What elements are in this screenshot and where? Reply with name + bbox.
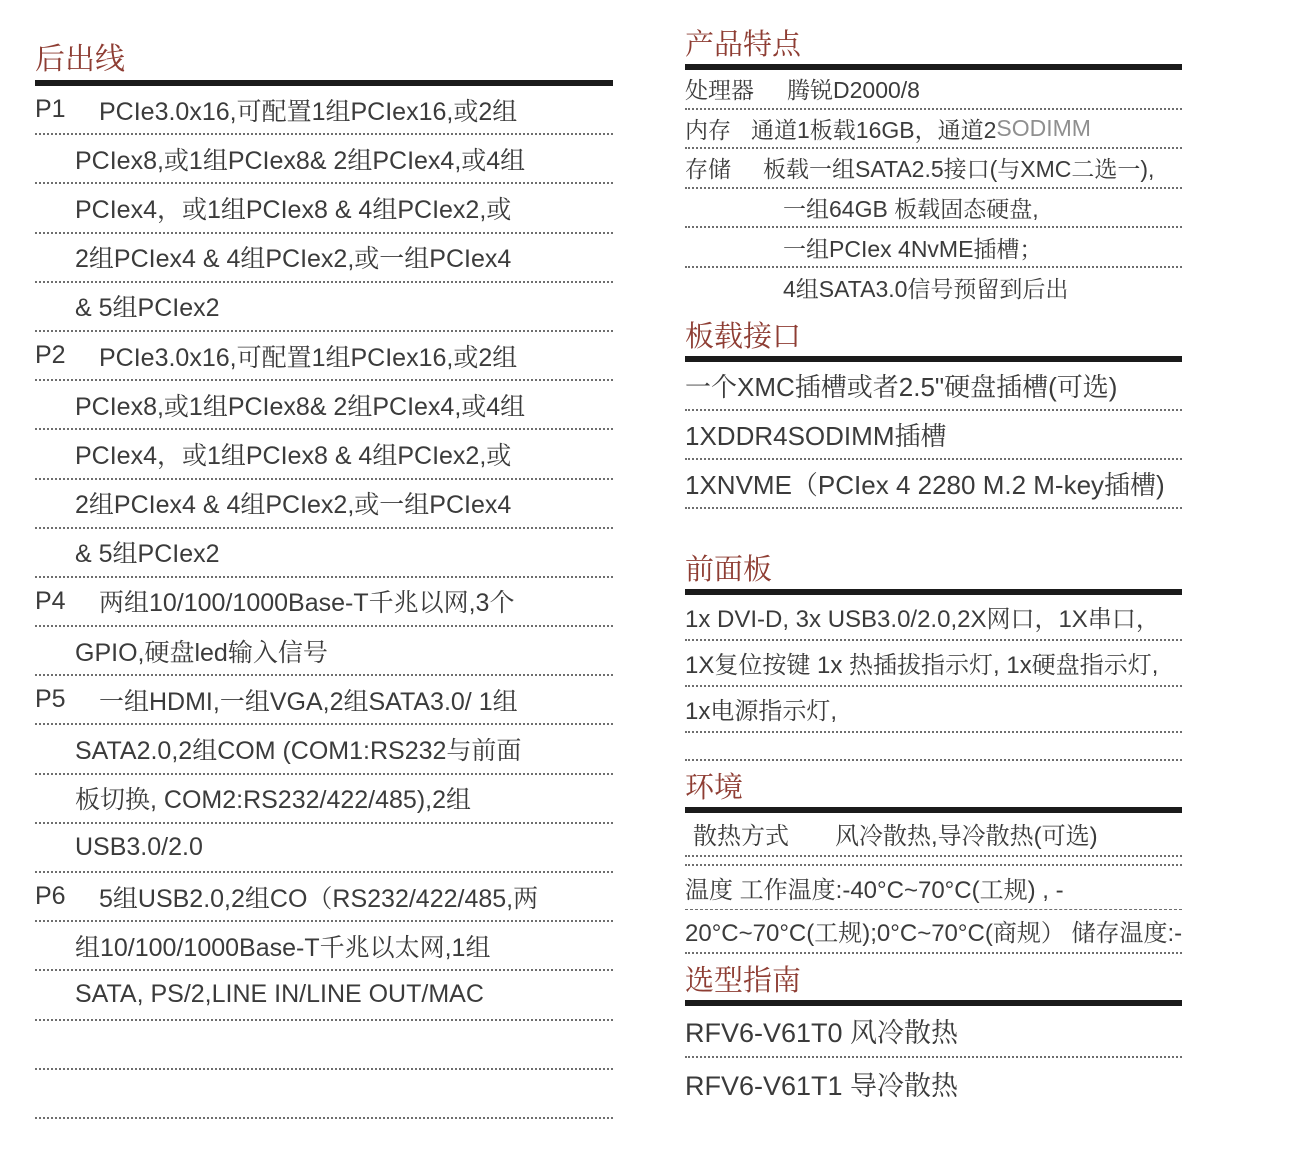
spec-text: & 5组PCIex2 — [75, 540, 220, 569]
spec-line — [35, 283, 613, 332]
section-title-rear-io: 后出线 — [35, 43, 125, 76]
spec-line — [35, 135, 613, 184]
spec-text: 2组PCIex4 & 4组PCIex2,或一组PCIex4 — [75, 245, 512, 274]
spec-text: 两组10/100/1000Base-T千兆以网,3个 — [99, 589, 515, 618]
spec-row — [685, 228, 1182, 268]
spec-text: 板切换, COM2:RS232/422/485),2组 — [75, 786, 471, 815]
spec-row — [685, 641, 1182, 687]
spec-value: 板载一组SATA2.5接口(与XMC二选一), — [763, 156, 1155, 183]
spec-line — [35, 86, 613, 135]
spec-line — [35, 578, 613, 627]
spec-row — [685, 411, 1182, 460]
spec-text: PCIex4，或1组PCIex8 & 4组PCIex2,或 — [75, 195, 512, 224]
spec-text: USB3.0/2.0 — [75, 832, 203, 861]
spec-row — [685, 813, 1182, 857]
spec-value: RFV6-V61T1 导冷散热 — [685, 1071, 959, 1102]
spec-row — [685, 110, 1182, 150]
spec-text: GPIO,硬盘led输入信号 — [75, 638, 328, 667]
spec-value: 1x电源指示灯, — [685, 698, 838, 726]
port-marker: P5 — [35, 685, 66, 714]
spec-value: 20°C~70°C(工规);0°C~70°C(商规） 储存温度:- — [685, 920, 1183, 948]
spec-text: PCIex8,或1组PCIex8& 2组PCIex4,或4组 — [75, 146, 526, 175]
spec-line — [35, 529, 613, 578]
spec-line — [35, 824, 613, 873]
spec-row — [685, 149, 1182, 189]
spec-row — [685, 268, 1182, 308]
spec-line — [35, 922, 613, 971]
spec-line — [35, 775, 613, 824]
spec-row — [685, 1058, 1182, 1110]
spec-text: SATA, PS/2,LINE IN/LINE OUT/MAC — [75, 980, 484, 1009]
section-environment — [685, 769, 1182, 954]
port-marker: P1 — [35, 95, 66, 124]
empty-ruled-line — [685, 857, 1182, 866]
port-marker: P2 — [35, 341, 66, 370]
spec-row — [685, 866, 1182, 910]
spec-label: 散热方式 — [693, 823, 789, 851]
spec-text: & 5组PCIex2 — [75, 294, 220, 323]
spec-line — [35, 971, 613, 1020]
empty-ruled-line — [35, 1021, 613, 1070]
spec-row — [685, 910, 1182, 954]
spec-row — [685, 1006, 1182, 1058]
spec-label: 处理器 — [685, 77, 754, 104]
spec-text: 5组USB2.0,2组CO（RS232/422/485,两 — [99, 884, 539, 913]
section-title-selection-guide: 选型指南 — [685, 964, 802, 997]
spec-value: 1X复位按键 1x 热插拔指示灯, 1x硬盘指示灯, — [685, 652, 1159, 680]
spec-value: 1XNVME（PCIex 4 2280 M.2 M-key插槽) — [685, 469, 1165, 500]
spec-value: 温度 工作温度:-40°C~70°C(工规) , - — [685, 876, 1064, 904]
spec-row — [685, 70, 1182, 110]
section-onboard-interfaces — [685, 318, 1182, 509]
spec-text: PCIex4，或1组PCIex8 & 4组PCIex2,或 — [75, 441, 512, 470]
spec-line — [35, 873, 613, 922]
section-title-front-panel: 前面板 — [685, 553, 773, 586]
spec-row — [685, 189, 1182, 229]
spec-text: SATA2.0,2组COM (COM1:RS232与前面 — [75, 737, 522, 766]
port-marker: P6 — [35, 882, 66, 911]
spec-label: 内存 — [685, 116, 731, 143]
spec-row — [685, 362, 1182, 411]
spec-line — [35, 725, 613, 774]
section-rear-io — [35, 40, 613, 1119]
spec-value: 4组SATA3.0信号预留到后出 — [783, 276, 1069, 303]
spec-line — [35, 332, 613, 381]
spec-text: PCIe3.0x16,可配置1组PCIex16,或2组 — [99, 343, 518, 372]
spec-text: 组10/100/1000Base-T千兆以太网,1组 — [75, 933, 491, 962]
spec-value: 风冷散热,导冷散热(可选) — [835, 823, 1098, 851]
section-title-onboard-interfaces: 板载接口 — [685, 320, 802, 353]
port-marker: P4 — [35, 586, 66, 615]
spec-line — [35, 430, 613, 479]
section-selection-guide — [685, 962, 1182, 1110]
spec-text: PCIex8,或1组PCIex8& 2组PCIex4,或4组 — [75, 392, 526, 421]
right-column — [685, 26, 1182, 1110]
section-product-features — [685, 26, 1182, 308]
empty-ruled-line — [35, 1070, 613, 1119]
section-front-panel — [685, 551, 1182, 761]
spec-label: 存储 — [685, 156, 731, 183]
spec-value: 腾锐D2000/8 — [787, 77, 920, 104]
spec-line — [35, 381, 613, 430]
spec-value-muted: SODIMM — [996, 114, 1091, 141]
spec-value: RFV6-V61T0 风冷散热 — [685, 1018, 959, 1049]
spec-text: 2组PCIex4 & 4组PCIex2,或一组PCIex4 — [75, 491, 512, 520]
spec-value: 1XDDR4SODIMM插槽 — [685, 420, 947, 451]
section-title-environment: 环境 — [685, 771, 744, 804]
spec-value: 1x DVI-D, 3x USB3.0/2.0,2X网口，1X串口， — [685, 606, 1160, 634]
spec-text: 一组HDMI,一组VGA,2组SATA3.0/ 1组 — [99, 687, 518, 716]
spec-value: 一组64GB 板载固态硬盘, — [783, 196, 1039, 223]
spec-row — [685, 595, 1182, 641]
spec-value: 通道1板载16GB，通道2 — [751, 116, 997, 143]
spec-row — [685, 460, 1182, 509]
spec-row — [685, 687, 1182, 733]
spec-text: PCIe3.0x16,可配置1组PCIex16,或2组 — [99, 97, 518, 126]
section-title-product-features: 产品特点 — [685, 29, 802, 61]
empty-ruled-line — [685, 733, 1182, 761]
spec-value: 一个XMC插槽或者2.5"硬盘插槽(可选) — [685, 371, 1118, 402]
spec-value: 一组PCIex 4NvME插槽； — [783, 235, 1043, 262]
spec-line — [35, 676, 613, 725]
spec-line — [35, 480, 613, 529]
spec-line — [35, 627, 613, 676]
spec-line — [35, 234, 613, 283]
spec-line — [35, 184, 613, 233]
